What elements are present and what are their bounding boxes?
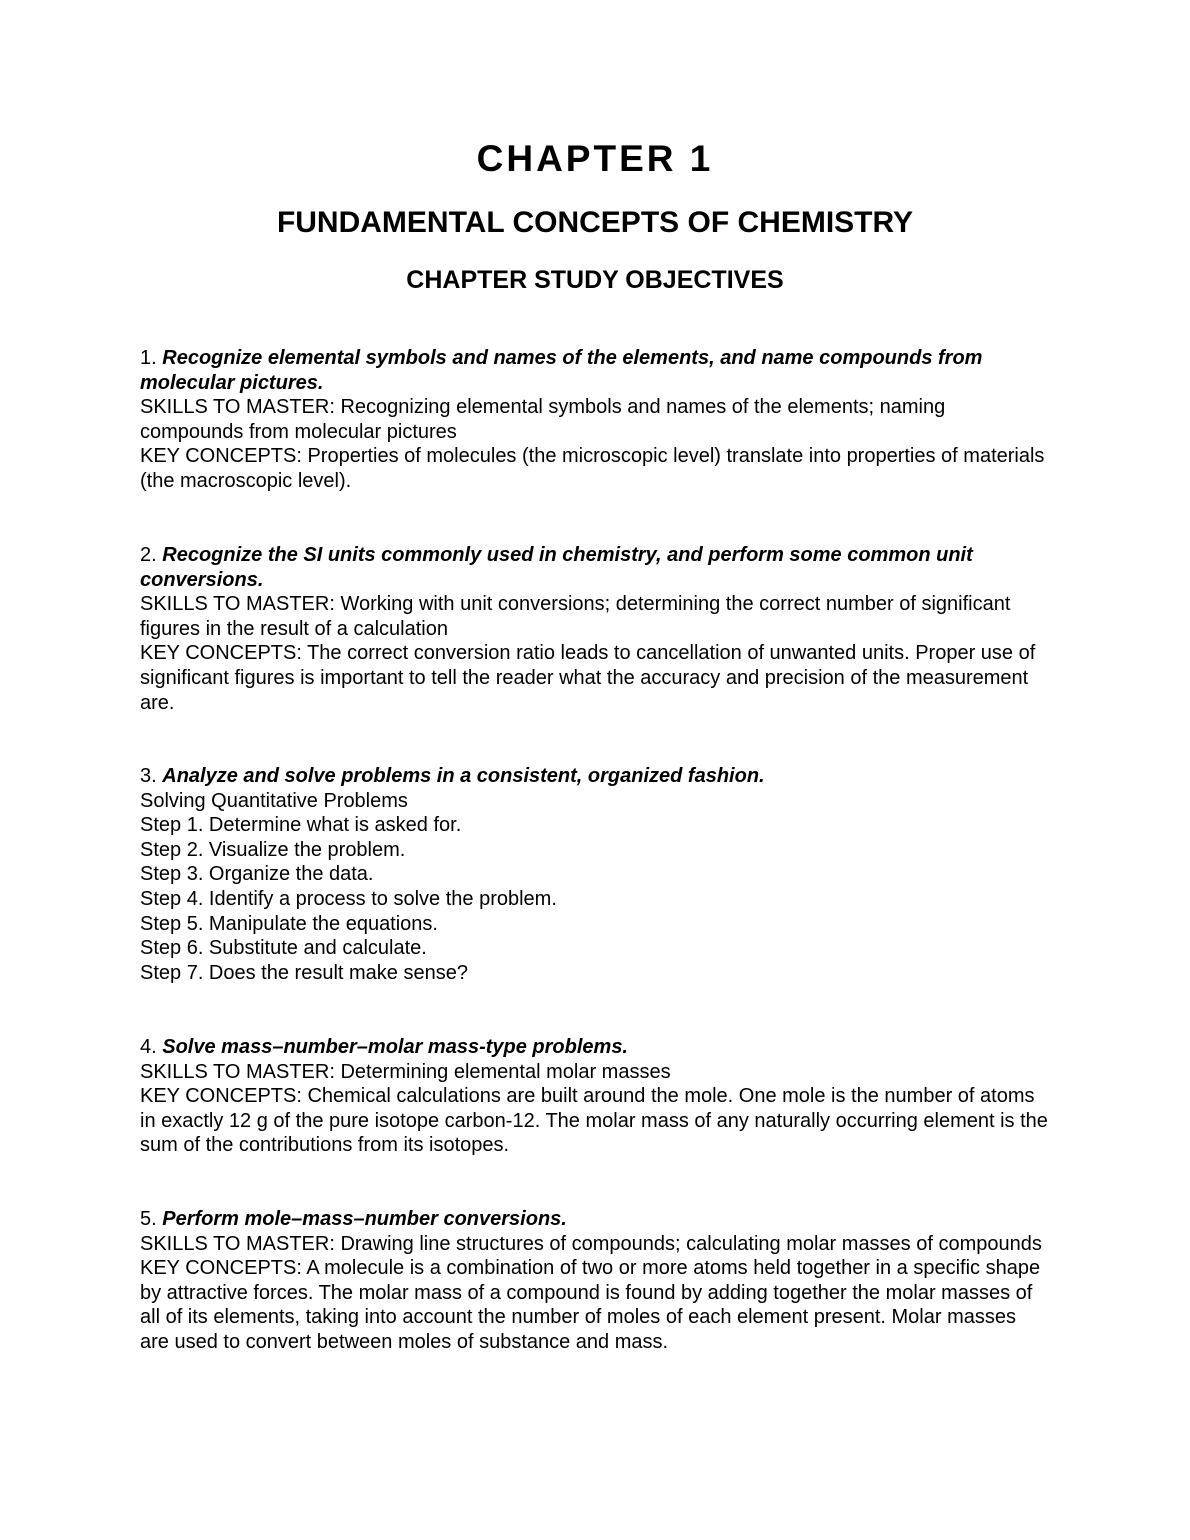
skills-to-master: SKILLS TO MASTER: Drawing line structures of compounds; calculating molar masses of compounds xyxy=(140,1232,1042,1255)
objective-title: Analyze and solve problems in a consistent, organized fashion. xyxy=(162,765,765,787)
objective-2 xyxy=(140,543,1050,715)
objective-title: Recognize elemental symbols and names of the elements, and name compounds from molecular pictures. xyxy=(140,347,983,394)
key-concepts: KEY CONCEPTS: Properties of molecules (the microscopic level) translate into properties of materials (the macroscopic level). xyxy=(140,445,1045,492)
section-title: CHAPTER STUDY OBJECTIVES xyxy=(406,266,784,294)
key-concepts: KEY CONCEPTS: The correct conversion ratio leads to cancellation of unwanted units. Proper use of significant figures is important to tell the reader what the accuracy and precision of the measurement are. xyxy=(140,642,1036,714)
step-item: Step 6. Substitute and calculate. xyxy=(140,937,427,960)
objective-5 xyxy=(140,1207,1050,1355)
objective-heading xyxy=(140,543,1050,592)
step-item: Step 3. Organize the data. xyxy=(140,863,374,886)
key-concepts: KEY CONCEPTS: A molecule is a combination of two or more atoms held together in a specific shape by attractive forces. The molar mass of a compound is found by adding together the molar masses of all of its elements, taking into account the number of moles of each element present. Molar masses are used to convert between moles of substance and mass. xyxy=(140,1257,1041,1353)
objective-title: Solve mass–number–molar mass-type problems. xyxy=(162,1036,628,1058)
objective-number: 2. xyxy=(140,544,157,566)
skills-to-master: SKILLS TO MASTER: Determining elemental molar masses xyxy=(140,1060,671,1083)
objective-number: 3. xyxy=(140,765,157,787)
skills-to-master: SKILLS TO MASTER: Recognizing elemental symbols and names of the elements; naming compounds from molecular pictures xyxy=(140,396,946,443)
key-concepts: KEY CONCEPTS: Chemical calculations are built around the mole. One mole is the number of atoms in exactly 12 g of the pure isotope carbon-12. The molar mass of any naturally occurring element is the sum of the contributions from its isotopes. xyxy=(140,1085,1048,1157)
objective-number: 1. xyxy=(140,347,157,369)
objective-number: 4. xyxy=(140,1036,157,1058)
objective-title: Perform mole–mass–number conversions. xyxy=(162,1208,567,1230)
step-item: Step 2. Visualize the problem. xyxy=(140,838,406,861)
objective-4 xyxy=(140,1035,1050,1158)
objective-heading xyxy=(140,1035,1050,1060)
step-item: Step 7. Does the result make sense? xyxy=(140,961,468,984)
skills-to-master: SKILLS TO MASTER: Working with unit conversions; determining the correct number of significant figures in the result of a calculation xyxy=(140,593,1011,640)
chapter-title: FUNDAMENTAL CONCEPTS OF CHEMISTRY xyxy=(276,206,914,239)
objective-heading xyxy=(140,1207,1050,1232)
objective-3 xyxy=(140,764,1050,985)
objective-number: 5. xyxy=(140,1208,157,1230)
objective-subtitle: Solving Quantitative Problems xyxy=(140,789,408,812)
step-item: Step 5. Manipulate the equations. xyxy=(140,912,438,935)
chapter-heading: CHAPTER 1 xyxy=(476,138,714,179)
objective-heading xyxy=(140,764,1050,789)
step-item: Step 1. Determine what is asked for. xyxy=(140,814,462,837)
objective-1 xyxy=(140,346,1050,494)
objective-heading xyxy=(140,346,1050,395)
step-item: Step 4. Identify a process to solve the problem. xyxy=(140,887,557,910)
objective-title: Recognize the SI units commonly used in chemistry, and perform some common unit conversions. xyxy=(140,544,973,591)
